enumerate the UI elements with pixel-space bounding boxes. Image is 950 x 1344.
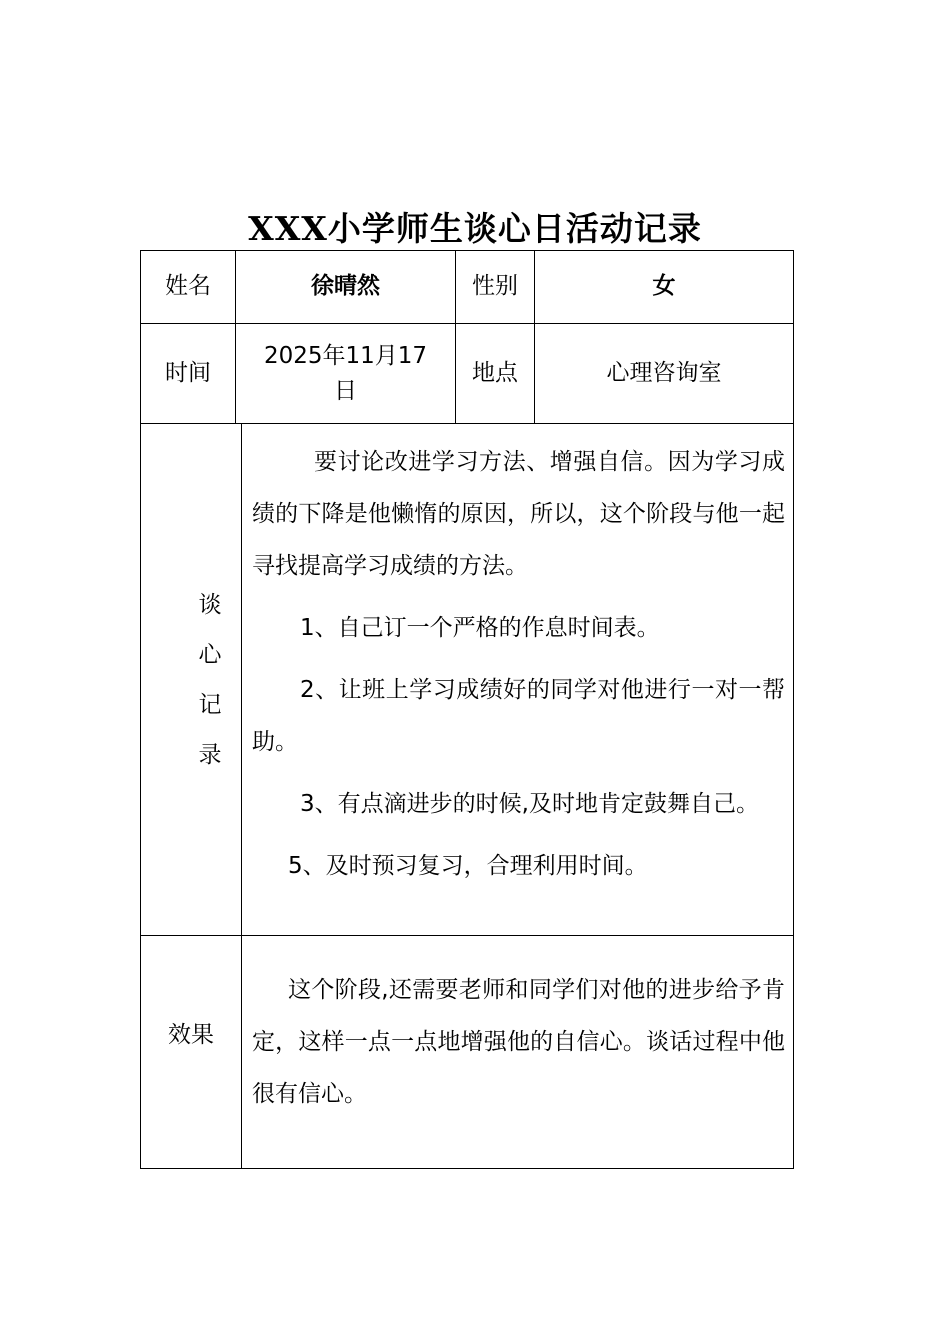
time-value-line1: 2025年11月17 — [263, 343, 428, 369]
record-intro: 要讨论改进学习方法、增强自信。因为学习成绩的下降是他懒惰的原因，所以，这个阶段与他一起寻找提高学习成绩的方法。 — [252, 449, 785, 579]
place-value: 心理咨询室 — [606, 359, 722, 386]
gender-value: 女 — [652, 273, 676, 300]
name-label: 姓名 — [165, 273, 211, 300]
effect-label: 效果 — [168, 1022, 214, 1049]
time-value-line2: 日 — [334, 377, 357, 404]
page-title: XXX小学师生谈心日活动记录 — [248, 209, 702, 248]
time-value — [236, 324, 455, 423]
place-label: 地点 — [472, 359, 518, 386]
record-item-3: 3、有点滴进步的时候,及时地肯定鼓舞自己。 — [300, 791, 759, 817]
record-label-char: 心 — [198, 641, 222, 668]
record-label-vertical — [199, 580, 222, 780]
effect-content — [252, 964, 785, 1120]
record-content — [252, 436, 785, 892]
table-border-bottom — [140, 1168, 794, 1169]
record-item-2: 2、让班上学习成绩好的同学对他进行一对一帮助。 — [252, 677, 785, 755]
record-label-char: 记 — [198, 691, 222, 718]
table-border-right — [793, 250, 794, 1169]
record-label — [165, 424, 255, 935]
name-value: 徐晴然 — [311, 273, 380, 300]
record-label-char: 谈 — [198, 591, 222, 618]
gender-label: 性别 — [472, 273, 518, 300]
record-item-5: 5、及时预习复习，合理利用时间。 — [288, 853, 648, 879]
record-item-1: 1、自己订一个严格的作息时间表。 — [300, 615, 660, 641]
record-label-char: 录 — [198, 741, 222, 768]
time-label: 时间 — [165, 359, 211, 386]
effect-text: 这个阶段,还需要老师和同学们对他的进步给予肯定，这样一点一点地增强他的自信心。谈话过程中他很有信心。 — [252, 977, 785, 1107]
